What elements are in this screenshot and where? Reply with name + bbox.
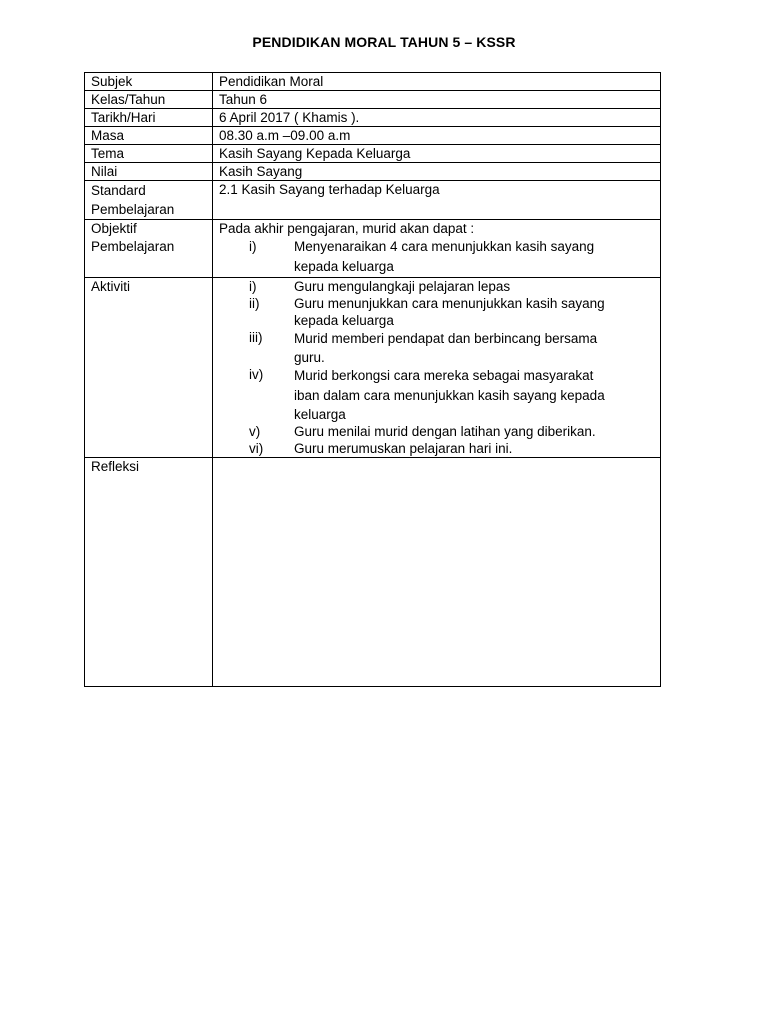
list-item-line: Murid memberi pendapat dan berbincang bersama	[294, 331, 598, 346]
list-item-text	[294, 237, 660, 277]
lesson-plan-table	[84, 72, 661, 687]
list-item-text	[294, 366, 660, 423]
table-row	[85, 127, 661, 145]
list-item-line: kepada keluarga	[294, 313, 394, 328]
list-item	[219, 366, 660, 423]
list-item-number: iv)	[249, 367, 264, 382]
row-value-refleksi	[213, 458, 661, 687]
row-value-tema: Kasih Sayang Kepada Keluarga	[213, 145, 661, 163]
row-value-aktiviti	[213, 278, 661, 458]
list-item	[219, 423, 660, 440]
row-value-standard: 2.1 Kasih Sayang terhadap Keluarga	[213, 181, 661, 220]
list-item	[219, 329, 660, 366]
row-label-standard	[85, 181, 213, 220]
table-row	[85, 278, 661, 458]
row-label-refleksi: Refleksi	[85, 458, 213, 687]
objektif-intro: Pada akhir pengajaran, murid akan dapat :	[219, 221, 475, 236]
row-label-kelas: Kelas/Tahun	[85, 91, 213, 109]
list-item-text	[294, 278, 660, 295]
objektif-list	[219, 237, 660, 277]
row-value-nilai: Kasih Sayang	[213, 163, 661, 181]
table-row	[85, 181, 661, 220]
list-item	[219, 440, 660, 457]
row-label-nilai: Nilai	[85, 163, 213, 181]
list-item-line: kepada keluarga	[294, 259, 394, 274]
page-title: PENDIDIKAN MORAL TAHUN 5 – KSSR	[252, 34, 516, 50]
row-label-tema: Tema	[85, 145, 213, 163]
list-item-line: Guru mengulangkaji pelajaran lepas	[294, 279, 511, 294]
row-value-subjek: Pendidikan Moral	[213, 73, 661, 91]
row-value-objektif	[213, 220, 661, 278]
table-row	[85, 458, 661, 687]
list-item-number: i)	[249, 279, 257, 294]
list-item-number: i)	[249, 239, 257, 254]
list-item-line: guru.	[294, 350, 325, 365]
row-label-masa: Masa	[85, 127, 213, 145]
row-value-masa: 08.30 a.m –09.00 a.m	[213, 127, 661, 145]
list-item-text	[294, 295, 660, 329]
table-row	[85, 220, 661, 278]
table-row	[85, 163, 661, 181]
list-item	[219, 278, 660, 295]
table-row	[85, 91, 661, 109]
row-value-tarikh: 6 April 2017 ( Khamis ).	[213, 109, 661, 127]
list-item-number: v)	[249, 424, 261, 439]
list-item-line: Menyenaraikan 4 cara menunjukkan kasih sayang	[294, 239, 595, 254]
row-label-aktiviti: Aktiviti	[85, 278, 213, 458]
row-label-subjek: Subjek	[85, 73, 213, 91]
list-item-number: vi)	[249, 441, 264, 456]
list-item-line: Guru menilai murid dengan latihan yang diberikan.	[294, 424, 596, 439]
table-row	[85, 145, 661, 163]
list-item-line: keluarga	[294, 407, 346, 422]
row-label-line: Standard	[91, 183, 146, 198]
table-row	[85, 109, 661, 127]
list-item-number: ii)	[249, 296, 260, 311]
list-item-text	[294, 423, 660, 440]
list-item-line: Guru menunjukkan cara menunjukkan kasih sayang	[294, 296, 605, 311]
list-item-line: Murid berkongsi cara mereka sebagai masyarakat	[294, 368, 594, 383]
list-item-text	[294, 329, 660, 366]
row-label-objektif	[85, 220, 213, 278]
list-item-number: iii)	[249, 330, 263, 345]
list-item	[219, 295, 660, 329]
table-row	[85, 73, 661, 91]
list-item-line: iban dalam cara menunjukkan kasih sayang kepada	[294, 388, 605, 403]
list-item-text	[294, 440, 660, 457]
row-label-line: Pembelajaran	[91, 202, 175, 217]
aktiviti-list	[219, 278, 660, 457]
list-item-line: Guru merumuskan pelajaran hari ini.	[294, 441, 513, 456]
list-item	[219, 237, 660, 277]
row-label-tarikh: Tarikh/Hari	[85, 109, 213, 127]
row-label-line: Pembelajaran	[91, 239, 175, 254]
row-value-kelas: Tahun 6	[213, 91, 661, 109]
row-label-line: Objektif	[91, 221, 137, 236]
